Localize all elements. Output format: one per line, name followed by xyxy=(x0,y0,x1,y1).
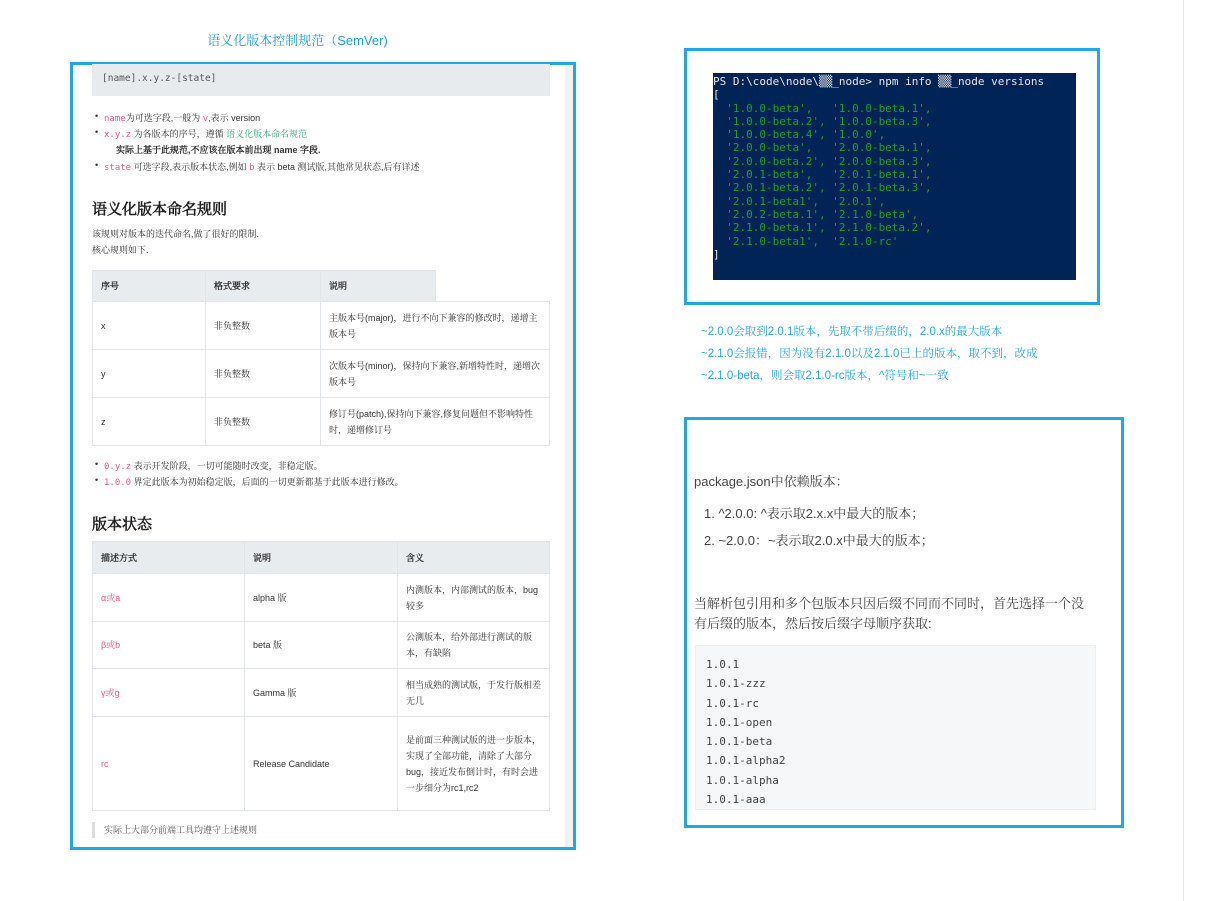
code-state: state xyxy=(104,163,132,173)
text: 可选字段,表示版本状态,例如 xyxy=(131,162,250,172)
bracket: ] xyxy=(713,247,720,261)
version-list xyxy=(713,102,932,248)
td: 非负整数 xyxy=(206,398,321,446)
text: ,表示 version xyxy=(208,113,261,123)
bracket: [ xyxy=(713,88,720,102)
version-line: '1.0.0-beta.4', '1.0.0', xyxy=(726,128,886,142)
list-item: 1. ^2.0.0: ^表示取2.x.x中最大的版本； xyxy=(704,506,925,521)
naming-rules-table xyxy=(92,270,550,446)
td: γ或g xyxy=(93,669,245,717)
terminal xyxy=(713,73,1076,280)
th: 说明 xyxy=(245,542,398,574)
th: 描述方式 xyxy=(93,542,245,574)
table-row xyxy=(93,574,550,622)
code-line: 1.0.1-aaa xyxy=(706,793,766,807)
text: 为各版本的序号，遵循 xyxy=(131,129,227,139)
version-line: '2.0.1-beta.2', '2.0.1-beta.3', xyxy=(726,181,932,195)
semver-link[interactable]: 语义化版本命名规范 xyxy=(226,129,308,139)
text: 表示 beta 测试版,其他常见状态,后有详述 xyxy=(254,162,420,172)
list-item: 2. ~2.0.0：~表示取2.0.x中最大的版本； xyxy=(704,533,934,548)
th: 含义 xyxy=(398,542,550,574)
text: 界定此版本为初始稳定版，后面的一切更新都基于此版本进行修改。 xyxy=(131,477,404,487)
para: 当解析包引用和多个包版本只因后缀不同而不同时，首先选择一个没 xyxy=(694,596,1085,611)
td: Gamma 版 xyxy=(245,669,398,717)
table-row xyxy=(93,350,550,398)
th: 格式要求 xyxy=(206,271,321,302)
para: 该规则对版本的迭代命名,做了很好的限制. xyxy=(92,229,260,239)
intro: package.json中依赖版本： xyxy=(694,474,849,489)
td: rc xyxy=(93,717,245,811)
heading-naming-rules: 语义化版本命名规则 xyxy=(92,201,228,218)
note-line: ~2.0.0会取到2.0.1版本，先取不带后缀的，2.0.x的最大版本 xyxy=(701,326,1003,338)
para: 核心规则如下. xyxy=(92,245,149,255)
version-line: '2.0.0-beta', '2.0.0-beta.1', xyxy=(726,141,932,155)
td: 主版本号(major)，进行不向下兼容的修改时，递增主版本号 xyxy=(321,302,550,350)
bullet-note: 实际上基于此规范,不应该在版本前出现 name 字段. xyxy=(116,145,321,155)
code-xyz: x.y.z xyxy=(104,130,132,140)
td: 非负整数 xyxy=(206,350,321,398)
version-line: '2.1.0-beta.1', '2.1.0-beta.2', xyxy=(726,221,932,235)
version-line: '1.0.0-beta.2', '1.0.0-beta.3', xyxy=(726,114,932,128)
version-line: '2.0.1-beta1', '2.0.1', xyxy=(726,194,886,208)
table-row xyxy=(93,622,550,669)
td: 内测版本，内部测试的版本，bug 较多 xyxy=(398,574,550,622)
table-row xyxy=(93,398,550,446)
code-line: 1.0.1-rc xyxy=(706,696,759,710)
code-line: 1.0.1-alpha2 xyxy=(706,754,786,768)
td: β或b xyxy=(93,622,245,669)
td: 次版本号(minor)，保持向下兼容,新增特性时，递增次版本号 xyxy=(321,350,550,398)
code-line: 1.0.1-alpha xyxy=(706,773,779,787)
td: 公测版本，给外部进行测试的版本，有缺陷 xyxy=(398,622,550,669)
td: y xyxy=(93,350,206,398)
version-line: '1.0.0-beta', '1.0.0-beta.1', xyxy=(726,101,932,115)
scrollbar[interactable] xyxy=(565,65,573,847)
td: alpha 版 xyxy=(245,574,398,622)
version-line: '2.0.0-beta.2', '2.0.0-beta.3', xyxy=(726,154,932,168)
td: 相当成熟的测试版，于发行版相差无几 xyxy=(398,669,550,717)
code-line: 1.0.1-open xyxy=(706,715,773,729)
table-row xyxy=(93,302,550,350)
td: Release Candidate xyxy=(245,717,398,811)
bullet-100 xyxy=(104,475,404,488)
td: 是前面三种测试版的进一步版本，实现了全部功能，清除了大部分 bug，接近发布倒计时，有时会进一步细分为rc1,rc2 xyxy=(398,717,550,811)
command: npm info ▒▒_node versions xyxy=(878,75,1045,88)
blockquote: 实际上大部分前端工具均遵守上述规则 xyxy=(92,822,257,838)
table-row xyxy=(93,717,550,811)
version-states-table xyxy=(92,541,550,811)
table-row xyxy=(93,669,550,717)
code-line: 1.0.1 xyxy=(706,658,740,671)
code-line: 1.0.1-zzz xyxy=(706,677,766,691)
code-v: v xyxy=(202,114,209,124)
note-line: ~2.1.0会报错，因为没有2.1.0以及2.1.0已上的版本，取不到，改成 xyxy=(701,348,1038,360)
text: 表示开发阶段，一切可能随时改变，非稳定版。 xyxy=(131,461,323,471)
td: beta 版 xyxy=(245,622,398,669)
version-line: '2.1.0-beta1', '2.1.0-rc' xyxy=(713,234,899,248)
td: 非负整数 xyxy=(206,302,321,350)
th: 序号 xyxy=(93,271,206,302)
version-line: '2.0.1-beta', '2.0.1-beta.1', xyxy=(726,168,932,182)
bullet-state xyxy=(104,160,420,173)
th: 说明 xyxy=(321,271,436,302)
code: 1.0.0 xyxy=(104,478,132,488)
page-edge-divider xyxy=(1183,0,1184,901)
format-code-block: [name].x.y.z-[state] xyxy=(92,64,550,96)
code-name: name xyxy=(104,114,126,124)
bullet-name xyxy=(104,111,260,124)
text: 为可选字段,一般为 xyxy=(125,113,203,123)
code-b: b xyxy=(249,163,255,173)
td: α或a xyxy=(93,574,245,622)
td: z xyxy=(93,398,206,446)
version-line: '2.0.2-beta.1', '2.1.0-beta', xyxy=(726,207,919,221)
bullet-xyz xyxy=(104,127,307,140)
td: 修订号(patch),保持向下兼容,修复问题但不影响特性时，递增修订号 xyxy=(321,398,550,446)
suffix-order-code-block xyxy=(695,645,1096,810)
code: 0.y.z xyxy=(104,462,132,472)
bullet-0yz xyxy=(104,459,323,472)
page-title: 语义化版本控制规范（SemVer) xyxy=(207,33,388,48)
note-line: ~2.1.0-beta，则会取2.1.0-rc版本，^符号和~一致 xyxy=(701,370,949,382)
prompt: PS D:\code\node\▒▒_node> xyxy=(713,75,879,88)
td: x xyxy=(93,302,206,350)
code-line: 1.0.1-beta xyxy=(706,735,773,749)
heading-version-states: 版本状态 xyxy=(92,516,153,533)
para: 有后缀的版本，然后按后缀字母顺序获取: xyxy=(694,616,932,631)
